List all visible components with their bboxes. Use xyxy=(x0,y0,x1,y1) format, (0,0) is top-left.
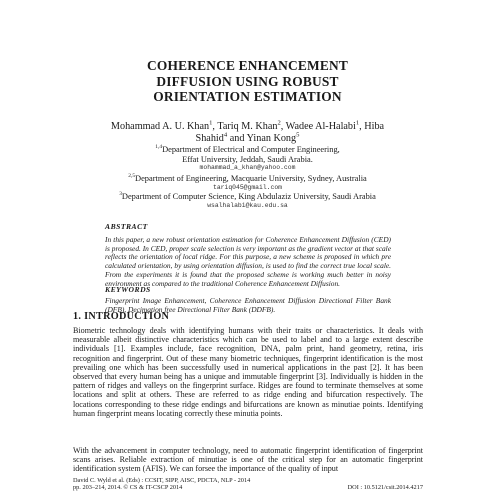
author-name: Mohammad A. U. Khan xyxy=(110,121,210,132)
affiliation-1 xyxy=(0,145,495,172)
affiliation-email: tariq045@gmail.com xyxy=(212,183,283,191)
author-name: and Yinan Kong xyxy=(227,133,297,144)
author-sup: 5 xyxy=(296,131,300,139)
affiliation-place: Effat University, Jeddah, Saudi Arabia. xyxy=(182,154,313,164)
intro-paragraph-1: Biometric technology deals with identifying humans with their traits or characteristics. It deals with measurable albeit distinctive characteristics which can be used to label and to a large extent describe individuals [1]. Examples include, face recognition, DNA, palm print, hand geometry, retina, iris recognition and fingerprint. Out of these many biometric techniques, fingerprint identification is the most prevailing one which has been successfully used in numerical applications in the past [2]. It has been observed that every human being has a unique and immutable fingerprint [3]. Individually is hidden in the pattern of ridges and valleys on the fingerprint surface. Ridges are found to terminate themselves at some locations and split at others. These are referred to as ridge ending and bifurcation respectively. The locations corresponding to these ridge endings and bifurcations are known as minutiae points. Identifying human fingerprint means locating correctly these minutia points. xyxy=(73,326,423,418)
affiliation-sup: 1,4 xyxy=(155,144,163,151)
author-line-2 xyxy=(0,133,495,145)
author-sup: 1 xyxy=(355,119,360,127)
page-footer xyxy=(73,477,423,492)
author-name: , Hiba xyxy=(359,121,385,132)
affiliation-dept: Department of Engineering, Macquarie University, Sydney, Australia xyxy=(135,174,367,183)
author-sup: 2 xyxy=(277,119,281,127)
affiliation-email: wsalhalabi@kau.edu.sa xyxy=(207,201,288,209)
footer-pages: pp. 203–214, 2014. © CS & IT-CSCP 2014 xyxy=(73,484,183,492)
affiliation-dept: Department of Computer Science, King Abdulaziz University, Saudi Arabia xyxy=(121,192,376,201)
author-name: Shahid xyxy=(195,133,224,144)
title-line-1: COHERENCE ENHANCEMENT xyxy=(147,58,348,73)
footer-proceedings: David C. Wyld et al. (Eds) : CCSIT, SIPP, AISC, PDCTA, NLP - 2014 xyxy=(73,477,251,484)
author-name: , Tariq M. Khan xyxy=(212,121,278,132)
paper-title xyxy=(0,58,495,105)
author-sup: 4 xyxy=(223,131,228,139)
author-name: , Wadee Al-Halabi xyxy=(280,121,356,132)
affiliation-sup: 2,5 xyxy=(128,173,136,180)
author-line-1 xyxy=(0,121,495,133)
abstract-heading: ABSTRACT xyxy=(105,222,148,231)
abstract-text: In this paper, a new robust orientation estimation for Coherence Enhancement Diffusion (CED) is proposed. In CED, proper scale selection is very important as the gradient vector at that scale reflects the orientation of local ridge. For this purpose, a new scheme is proposed in which pre calculated orientation, by using orientation diffusion, is used to find the correct true local scale. From the experiments it is found that the proposed scheme is working much better in noisy environment as compared to the traditional Coherence Enhancement Diffusion. xyxy=(105,235,392,288)
affiliation-email: mohammad_a_khan@yahoo.com xyxy=(199,164,296,172)
footer-doi: DOI : 10.5121/csit.2014.4217 xyxy=(347,484,423,492)
affiliation-dept: Department of Electrical and Computer Engineering, xyxy=(162,145,340,154)
author-list xyxy=(0,121,495,145)
title-line-2: DIFFUSION USING ROBUST xyxy=(156,73,339,89)
keywords-heading: KEYWORDS xyxy=(105,285,151,294)
section-heading: 1. INTRODUCTION xyxy=(73,311,170,322)
title-line-3: ORIENTATION ESTIMATION xyxy=(153,89,342,104)
affiliation-2 xyxy=(0,174,495,191)
intro-paragraph-2: With the advancement in computer technology, need to automatic fingerprint identification of fingerprint scans arises. Reliable extraction of minutiae is one of the critical step for an automatic fingerprint identification system (AFIS). We can forsee the importance of the quality of input xyxy=(73,446,423,474)
affiliation-sup: 3 xyxy=(119,191,122,198)
keywords-text: Fingerprint Image Enhancement, Coherence Enhancement Diffusion Directional Filter Bank (DFB), Decimation free Directional Filter Bank (DDFB). xyxy=(105,296,391,314)
affiliation-3 xyxy=(0,192,495,209)
author-sup: 1 xyxy=(209,119,213,127)
